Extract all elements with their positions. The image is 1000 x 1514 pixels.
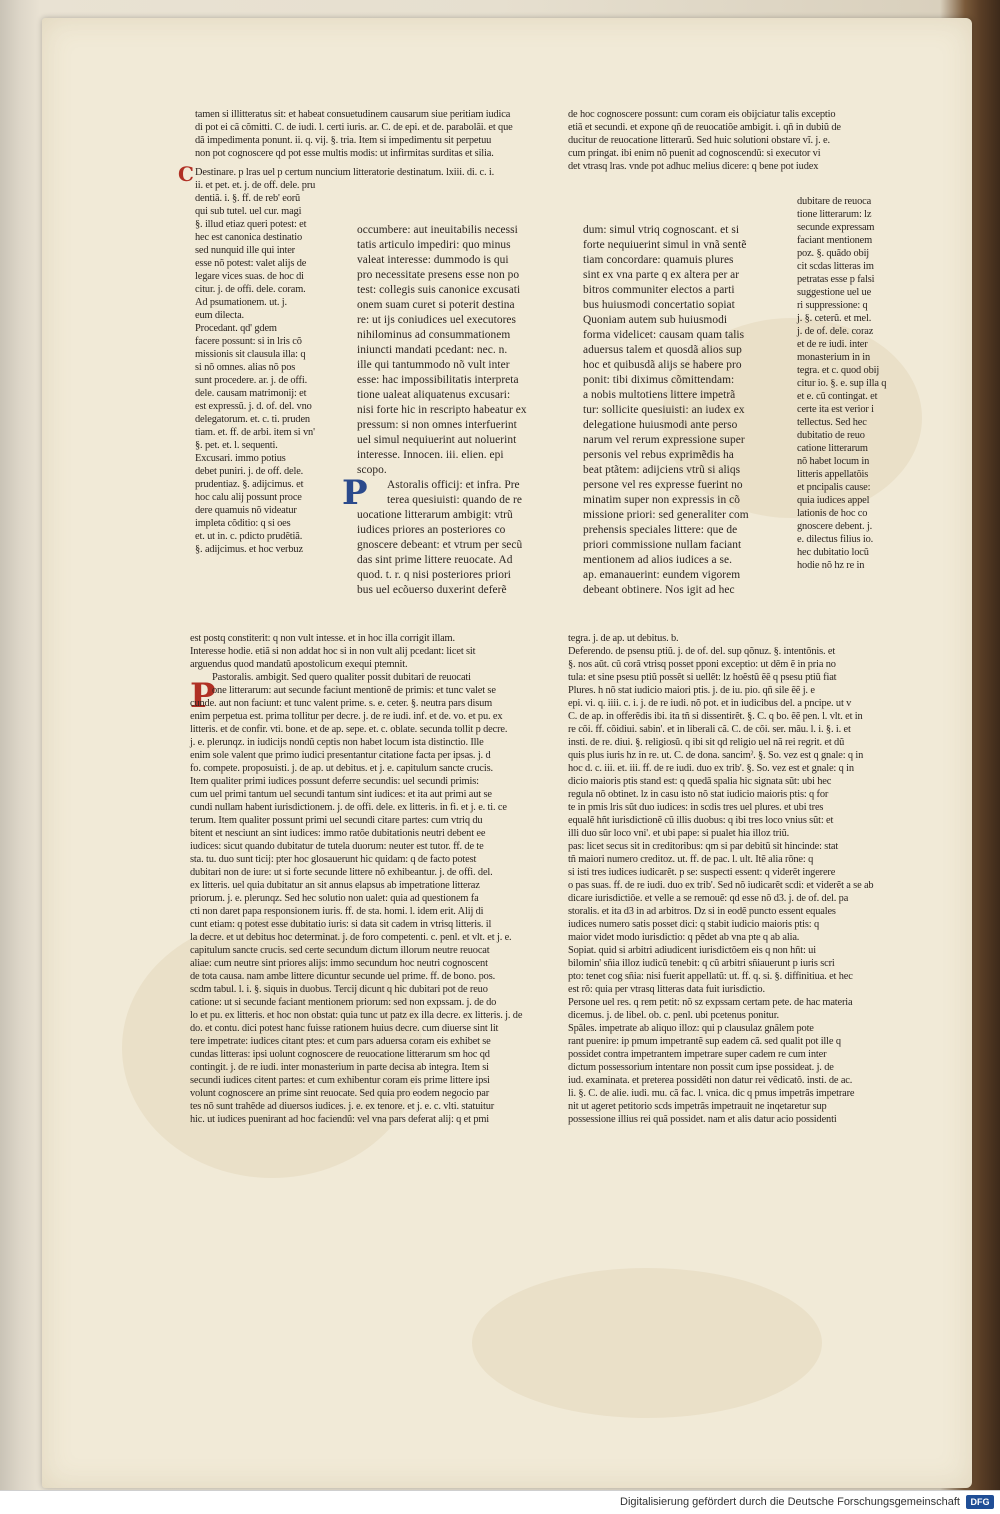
text-line: tellectus. Sed hec [797,417,867,428]
text-line: interesse. Innocen. iii. elien. epi [357,449,504,461]
text-line: forma videlicet: causam quam talis [583,329,745,341]
text-line: contingit. j. de re iudi. inter monasterium in parte decisa ab integra. Item si [190,1062,489,1073]
text-line: Quoniam autem sub huiusmodi [583,314,728,326]
text-line: tes nõ sunt trahẽde ad diuersos iudices. j. e. ex tenore. et j. e. c. vlti. statuitur [190,1101,495,1112]
text-line: fo. compete. proposuisti. j. de ap. ut debitus. et j. e. capitulum sancte crucis. [190,763,493,774]
text-line: Interesse hodie. etiã si non addat hoc si in non vult alij pcedant: licet sit [190,646,476,657]
text-line: hic. ut iudices puenirant ad hoc faciendũ: vel vna pars deferat alij: q et pmi [190,1114,490,1125]
text-line: arguendus quod mandatũ apostolicum exequi ptemnit. [190,659,408,670]
text-line: si nõ omnes. alias nõ pos [195,362,296,373]
text-line: la decre. et ut debitus hoc determinat. j. de foro competenti. c. penl. et vlt. et j. e. [190,932,512,943]
text-line: quia iudices appel [797,495,870,506]
text-line: j. e. plerunqz. in iudicijs nondũ ceptis non habet locum ista distinctio. Ille [190,737,484,748]
text-line: ii. et pet. et. j. de off. dele. pru [195,180,316,191]
text-line: tione ualeat aliquatenus excusari: [357,389,511,401]
text-line: enim perpetua est. prima tollitur per decre. j. de re iudi. inf. et de. vo. et pu. ex [190,711,503,722]
text-line: ap. emanauerint: eundem vigorem [583,569,741,581]
text-line: forte nequiuerint simul in vnã sentẽ [583,239,747,251]
text-line: §. pet. et. l. sequenti. [195,440,278,451]
text-line: ex litteris. uel quia dubitatur an sit annus elapsus ab impetratione litteraz [190,880,480,891]
text-line: rant puenire: ip pmum impetrantẽ sup eadem cã. sed qualit pot ille q [568,1036,841,1047]
text-line: etiã et secundi. et expone qñ de reuocatiõe ambigit. i. qñ in dubiũ de [568,122,841,133]
text-line: priorum. j. e. plerunqz. Sed hec solutio non ualet: quia ad questionem fa [190,893,479,904]
text-line: quod. t. r. q nisi posteriores priori [357,569,512,581]
text-line: valeat interesse: dummodo is qui [357,254,509,266]
text-line: das sint prime littere reuocate. Ad [357,554,513,566]
text-line: si isti tres iudices iudicarẽt. p se: suspecti essent: q viderẽt ingerere [568,867,836,878]
text-line: est rõ: quia per vtrasq litteras data fuit iurisdictio. [568,984,765,995]
text-line: insti. de re. diui. §. religiosũ. q ibi sit qd religio uel nã rei regrit. et dũ [568,737,845,748]
text-line: minatim super non expressis in cõ [583,494,740,506]
text-line: de tota causa. nam ambe littere dicuntur secunde uel prime. ff. de bono. pos. [190,971,496,982]
text-line: citur io. §. e. sup illa q [797,378,887,389]
text-line: iudices numero satis posset dici: q stabit iudicio maioris ptis: q [568,919,819,930]
text-line: priori commissione nullam faciant [583,539,742,551]
text-line: dã impedimenta ponunt. ii. q. vij. §. tria. Item si impedimentu sit perpetuu [195,135,492,146]
text-line: missionis sit clausula illa: q [195,349,306,360]
text-line: Astoralis officij: et infra. Pre [387,479,520,491]
text-line: hoc d. c. iii. et. iii. ff. de re iudi. duo ex trib'. §. So. vez est et gnale: q in [568,763,854,774]
text-line: impleta cõditio: q si oes [195,518,291,529]
text-line: poz. §. quãdo obij [797,248,870,259]
bottom-right-gloss [568,632,900,1226]
text-line: illi duo sũr loco vni'. et ubi pape: si pualet hia illoz triũ. [568,828,790,839]
upper-left-main-text [195,108,555,164]
text-line: §. illud etiaz queri potest: et [195,219,307,230]
text-line: Pastoralis. ambigit. Sed quero qualiter possit dubitari de reuocati [212,672,471,683]
text-line: hec dubitatio locũ [797,547,869,558]
text-line: debeant obtinere. Nos igit ad hec [583,584,735,596]
decorated-initial-p: P [190,676,216,716]
text-line: narum vel rerum expressione super [583,434,745,446]
rubric-initial: C [178,162,194,186]
text-line: ducitur de reuocatione litterarũ. Sed huic solutioni obstare vĩ. j. e. [568,135,830,146]
text-line: gnoscere debent. j. [797,521,873,532]
text-line: iudices: sicut quando dubitatur de tutela duorum: neuter est tutor. ff. de te [190,841,484,852]
text-line: faciant mentionem [797,235,873,246]
text-line: et. ut in. c. pdicto prudẽtiã. [195,531,303,542]
text-line: pas: licet secus sit in creditoribus: qm si par debitũ sit hincinde: stat [568,841,839,852]
page-stain [472,1268,822,1418]
text-line: prehensis speciales littere: que de [583,524,738,536]
text-line: qui sub tutel. uel cur. magi [195,206,302,217]
text-line: cit scdas litteras im [797,261,874,272]
text-line: tatis articulo impediri: quo minus [357,239,511,251]
text-line: dicemus. j. de libel. ob. c. penl. ubi pcetenus ponitur. [568,1010,779,1021]
text-line: Item qualiter primi iudices possunt deferre secundis: uel secundi primis: [190,776,479,787]
text-line: cum pringat. ibi enim nõ puenit ad cognoscendũ: si executor vi [568,148,821,159]
text-line: Persone uel res. q rem petit: nõ sz expssam certam pete. de hac materia [568,997,853,1008]
text-line: dicio maioris ptis stand est: q quedã spalia hic signata sũt: ubi hec [568,776,832,787]
text-line: do. et contu. dici potest hanc fuisse rationem huius decre. cum diuerse sint lit [190,1023,499,1034]
text-line: bitros communiter electos a parti [583,284,735,296]
text-line: suggestione uel ue [797,287,872,298]
text-line: possidet contra impetrantem impetrare super cadem re cum inter [568,1049,827,1060]
text-line: tione litterarum: lz [797,209,872,220]
text-line: cundas litteras: ipsi uolunt cognoscere de reuocatione litterarum sm hoc qd [190,1049,490,1060]
text-line: tula: et sine psesu ptiũ possẽt si uellẽt: lz hoẽstũ ẽẽ q psesu ptiũ fiat [568,672,837,683]
text-line: sta. tu. duo sunt ticij: pter hoc glosauerunt hic quidam: q de facto potest [190,854,477,865]
text-line: est expressũ. j. d. of. del. vno [195,401,312,412]
text-line: nit ut ageret petitorio scds impetrãs impetrauit ne inqetaretur sup [568,1101,827,1112]
decorated-initial-p: P [342,473,368,513]
text-line: delegatione huiusmodi ante perso [583,419,738,431]
text-line: secunde expressam [797,222,875,233]
text-line: nõ habet locum in [797,456,870,467]
text-line: enim sole valent que primo iudici presentantur citatione facta per ipsas. j. d [190,750,491,761]
text-line: te in pmis lris sũt duo iudices: in scdis tres uel plures. et ubi tres [568,802,824,813]
text-line: cum uel primi tantum uel secundi tantum sint iudices: et ita aut primi aut se [190,789,492,800]
text-line: missione priori: sed generaliter com [583,509,749,521]
text-line: tiam. et. ff. de arbi. item si vn' [195,427,315,438]
text-line: hoc et quibusdã alijs se habere pro [583,359,742,371]
text-line: occumbere: aut ineuitabilis necessi [357,224,518,236]
text-line: cti non daret papa responsionem iuris. ff. de sta. homi. l. idem erit. Alij di [190,906,484,917]
text-line: Sopiat. quid si arbitri adiudicent iurisdictõem eis q non hñt: ui [568,945,816,956]
text-line: j. §. ceterũ. et mel. [797,313,872,324]
text-line: aduersus talem et quosdã alios sup [583,344,742,356]
text-line: maior videt modo iurisdictio: q pẽdet ab vna pte q ab alia. [568,932,800,943]
text-line: lationis de hoc co [797,508,868,519]
text-line: §. adijcimus. et hoc verbuz [195,544,303,555]
text-line: sed nunquid ille qui inter [195,245,295,256]
text-line: et e. cũ contingat. et [797,391,878,402]
text-line: gnoscere debeant: et vtrum per secũ [357,539,523,551]
text-line: C. de ap. in offerẽdis ibi. ita tñ si dissentirẽt. §. C. q bo. ẽẽ pen. l. vlt. et in [568,711,863,722]
text-line: monasterium in in [797,352,871,363]
text-line: dum: simul vtriq cognoscant. et si [583,224,740,236]
text-line: Destinare. p lras uel p certum nuncium litteratorie destinatum. lxiii. di. c. i. [195,167,495,178]
text-line: possessione illius rei quã possidet. nam et alis datur acio possidenti [568,1114,837,1125]
text-line: cunde. aut non faciunt: et tunc valent prime. s. e. ceter. §. neutra pars disum [190,698,493,709]
text-line: certe ita est verior i [797,404,874,415]
bottom-left-gloss [190,632,552,1214]
text-line: delegatorum. et. c. ti. pruden [195,414,310,425]
text-line: a nobis multotiens littere impetrã [583,389,736,401]
text-line: lo et pu. ex litteris. et hoc non obstat: quia tunc ut patz ex illa decre. ex litteris. j. de [190,1010,523,1021]
text-line: bilomin' sñia illoz iudicũ tenebit: q cũ arbitri sñiauerunt p iuris scri [568,958,835,969]
text-line: storalis. et ita d3 in ad arbitros. Dz si in eodẽ puncto essent equales [568,906,836,917]
text-line: regula nõ obtinet. lz in casu isto nõ stat iudicio maioris ptis: q for [568,789,829,800]
text-line: citur. j. de offi. dele. coram. [195,284,306,295]
text-line: ri suppressione: q [797,300,868,311]
text-line: di pot ei cã cõmitti. C. de iudi. l. certi iuris. ar. C. de epi. et de. parabolãi. et que [195,122,513,133]
text-line: legare vices suas. de hoc di [195,271,304,282]
text-line: Deferendo. de psensu ptiũ. j. de of. del. sup qõnuz. §. intentõnis. et [568,646,836,657]
text-line: litteris appellatõis [797,469,869,480]
text-line: hodie nõ hz re in [797,560,865,571]
right-gloss-column [797,195,899,640]
text-line: petratas esse p falsi [797,274,875,285]
main-column-b [583,223,783,627]
text-line: ponit: tibi diximus cõmittendam: [583,374,735,386]
text-line: est postq constiterit: q non vult intesse. et in hoc illa corrigit illam. [190,633,455,644]
text-line: dubitare de reuoca [797,196,872,207]
text-line: dentiã. i. §. ff. de reb' eorũ [195,193,301,204]
text-line: cundi nullam habent iurisdictionem. j. de offi. dele. ex litteris. in fi. et j. e. ti. ce [190,802,507,813]
text-line: debet puniri. j. de off. dele. [195,466,304,477]
text-line: Ad psumationem. ut. j. [195,297,287,308]
text-line: e. dilectus filius io. [797,534,874,545]
upper-right-main-text [568,108,898,178]
text-line: scopo. [357,464,387,476]
text-line: det vtrasq lras. vnde pot adhuc melius dicere: q bene pot iudex [568,161,819,172]
text-line: pro necessitate presens esse non po [357,269,520,281]
text-line: de hoc cognoscere possunt: cum coram eis obijciatur talis exceptio [568,109,836,120]
text-line: iud. examinata. et preterea possidẽti non datur rei vẽdicatõ. insti. de ac. [568,1075,853,1086]
text-line: dere quamuis nõ videatur [195,505,297,516]
text-line: iniuncti mandati pcedant: nec. n. [357,344,508,356]
text-line: facere possunt: si in lris cõ [195,336,302,347]
dfg-logo: DFG [966,1495,994,1509]
text-line: §. nos aũt. cũ corã vtrisq posset pponi exceptio: ut dẽm ẽ in pria no [568,659,836,670]
text-line: pressum: si non omnes interfuerint [357,419,517,431]
text-line: li. §. C. de alie. iudi. mu. cã fac. l. vnica. dic q pmus impetrãs impetrare [568,1088,855,1099]
text-line: test: collegis suis canonice excusati [357,284,521,296]
text-line: dele. causam matrimonij: et [195,388,307,399]
text-line: bus huiusmodi concertatio sopiat [583,299,735,311]
text-line: beat ptãtem: adijciens vtrũ si aliqs [583,464,741,476]
text-line: sint ex vna parte q ex altera per ar [583,269,740,281]
text-line: eum dilecta. [195,310,244,321]
text-line: terum. Item qualiter possunt primi uel secundi citare partes: cum vtriq du [190,815,483,826]
text-line: o pas suas. ff. de re iudi. duo ex trib'. Sed nõ iudicarẽt scdi: et viderẽt a se ab [568,880,874,891]
text-line: quis plus iuris hz in re. ut. C. de dona. sancimˀ. §. So. vez est q gnale: q in [568,750,864,761]
text-line: re cõi. ff. cõidiui. sabin'. et in liberali cã. C. de cõi. ser. mãu. l. i. §. i. et [568,724,851,735]
main-column-a [357,223,552,627]
text-line: et de re iudi. inter [797,339,868,350]
text-line: onem suam curet si poterit destina [357,299,515,311]
text-line: tamen si illitteratus sit: et habeat consuetudinem causarum siue peritiam iudica [195,109,511,120]
text-line: volunt cognoscere an prime sint reuocate. Sed quia pro eodem negocio par [190,1088,490,1099]
text-line: ille qui tantummodo nõ vult inter [357,359,510,371]
text-line: Procedant. qd' gdem [195,323,277,334]
text-line: persone vel res expresse fuerint no [583,479,743,491]
text-line: Spãles. impetrate ab aliquo illoz: qui p clausulaz gnãlem pote [568,1023,814,1034]
text-line: dubitari non de iure: ut si forte secunde littere nõ exhibeantur. j. de offi. del. [190,867,493,878]
text-line: tegra. et c. quod obij [797,365,880,376]
text-line: uocatione litterarum ambigit: vtrũ [357,509,513,521]
text-line: aliae: cum neutre sint priores alijs: immo secundum hoc neutri cognoscent [190,958,488,969]
text-line: nihilominus ad consummationem [357,329,511,341]
text-line: capitulum sancte crucis. sed certe secundum dictum illorum neutre reuocat [190,945,490,956]
text-line: catione: ut si secunde faciant mentionem priorum: sed non expssam. j. de do [190,997,497,1008]
text-line: re: ut ijs coniudices uel executores [357,314,516,326]
text-line: tur: sollicite quesiuisti: an iudex ex [583,404,745,416]
text-line: litteris. et de confir. vti. bone. et de ap. sepe. et. c. oblate. secunda tollit p decre. [190,724,508,735]
footer-credit: Digitalisierung gefördert durch die Deutsche Forschungsgemeinschaft [620,1496,960,1508]
text-line: tere impetrate: iudices citant ptes: et cum pars aduersa coram eis exhibet se [190,1036,491,1047]
text-line: catione litterarum [797,443,868,454]
text-line: iudices priores an posteriores co [357,524,506,536]
text-line: scdm tabul. l. i. §. siquis in duobus. Tercij dicunt q hic dubitari pot de reuo [190,984,488,995]
text-line: personis vel rebus exprimẽdis ha [583,449,734,461]
text-line: hec est canonica destinatio [195,232,303,243]
text-line: dicare iurisdictiõe. et velle a se remouẽ: qd esse nõ d3. j. de of. del. pa [568,893,849,904]
text-line: dubitatio de reuo [797,430,865,441]
text-line: uel simul nequiuerint aut noluerint [357,434,517,446]
text-line: esse nõ potest: valet alijs de [195,258,307,269]
text-line: et pncipalis cause: [797,482,871,493]
text-line: tñ maiori numero creditoz. ut. ff. de pac. l. ult. Itẽ alia rõne: q [568,854,814,865]
text-line: non pot cognoscere qd pot esse multis modis: ut infirmitas surditas et silia. [195,148,494,159]
text-line: Plures. h nõ stat iudicio maiori ptis. j. de iu. pio. qñ sile ẽẽ j. e [568,685,815,696]
text-line: pto: tenet cog sñia: nisi fuerit appellatũ: ut. ff. q. si. §. diffinitiua. et hec [568,971,853,982]
text-line: sunt procedere. ar. j. de offi. [195,375,308,386]
text-line: Excusari. immo potius [195,453,286,464]
text-line: terea quesiuisti: quando de re [387,494,522,506]
text-line: hoc calu alij possunt proce [195,492,302,503]
text-line: nisi forte hic in rescripto habeatur ex [357,404,527,416]
text-line: epi. vi. q. iiii. c. i. j. de re iudi. nõ pot. et in iudicibus del. a pncipe. ut v [568,698,852,709]
text-line: j. de of. dele. coraz [797,326,874,337]
text-line: mentionem ad alios iudices a se. [583,554,733,566]
text-line: secundi iudices citent partes: et cum exhibentur coram eis prime littere ipsi [190,1075,490,1086]
text-line: tegra. j. de ap. ut debitus. b. [568,633,679,644]
text-line: equalẽ hñt iurisdictionẽ cũ illis duobus: q ibi tres loco vnius sũt: et [568,815,834,826]
text-line: cunt etiam: q potest esse dubitatio iuris: si data sit cadem in vtrisq litteris. il [190,919,492,930]
text-line: tiam concordare: quamuis plures [583,254,734,266]
text-line: bus uel ecõuerso duxerint deferẽ [357,584,507,596]
text-line: one litterarum: aut secunde faciunt mentionẽ de primis: et tunc valet se [212,685,496,696]
text-line: bitent et nesciunt an sint iudices: immo ratõe dubitationis neutri debent ee [190,828,486,839]
text-line: prudentiaz. §. adijcimus. et [195,479,304,490]
text-line: dictum possessorium intentare non possit cum ipse possideat. j. de [568,1062,834,1073]
text-line: esse: hac impossibilitatis interpreta [357,374,519,386]
footer-bar [0,1490,1000,1514]
